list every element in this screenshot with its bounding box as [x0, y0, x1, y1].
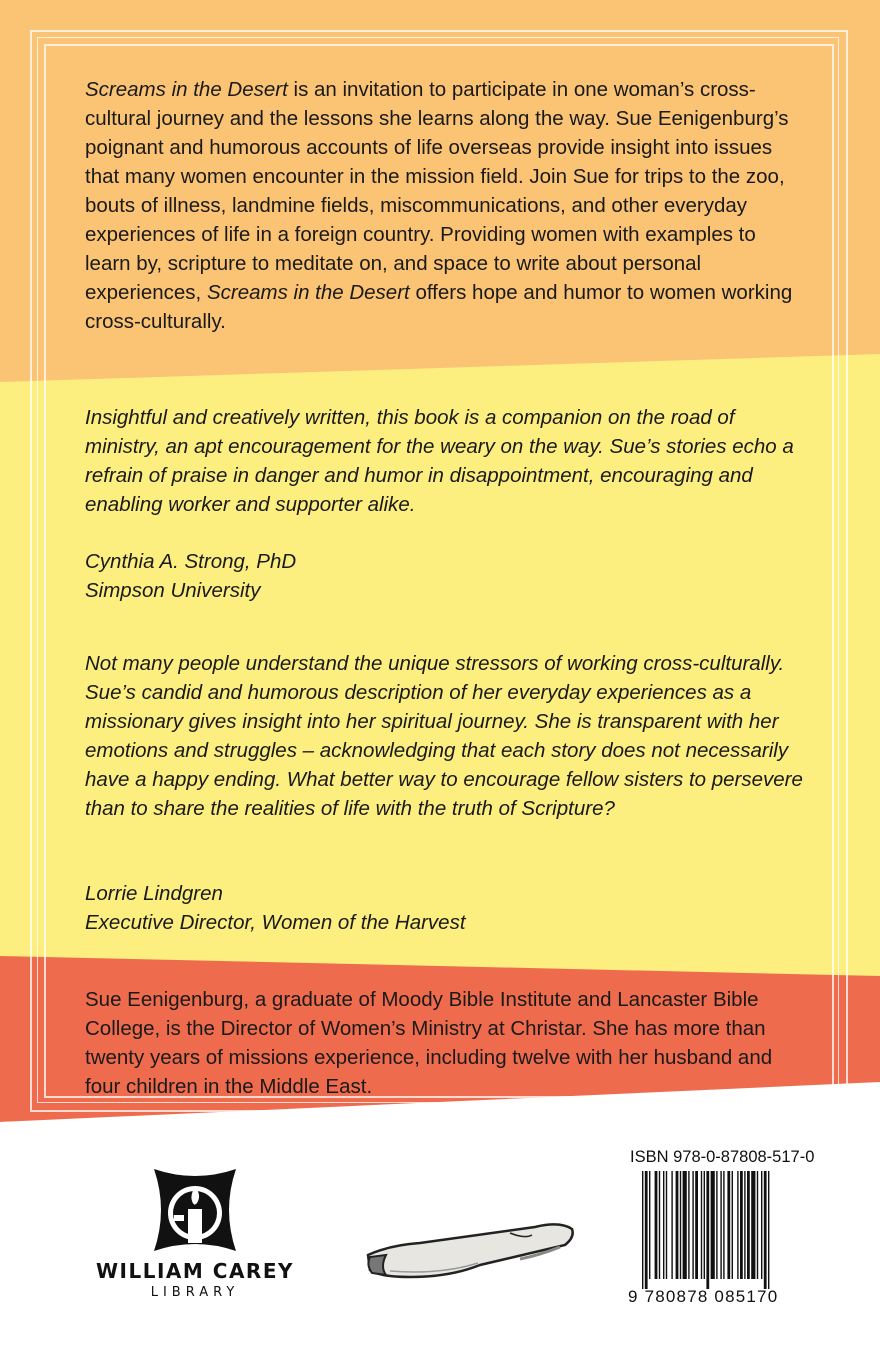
endorser-affiliation: Executive Director, Women of the Harvest — [85, 911, 466, 934]
barcode-bar — [645, 1171, 648, 1289]
barcode-bar — [701, 1171, 702, 1279]
barcode-bar — [768, 1171, 769, 1289]
barcode-bar — [695, 1171, 698, 1279]
isbn-label: ISBN 978-0-87808-517-0 — [630, 1148, 815, 1166]
barcode-bar — [723, 1171, 724, 1279]
author-bio-text: Sue Eenigenburg, a graduate of Moody Bible Institute and Lancaster Bible College, is the Director of Women’s Ministry at Christar. She has more than twenty years of missions experience, including twelve with her husband and four children in the Middle East. — [85, 988, 773, 1098]
publisher-subname: LIBRARY — [150, 1285, 240, 1300]
barcode-bar — [711, 1171, 715, 1279]
barcode-bar — [655, 1171, 658, 1279]
barcode-bar — [764, 1171, 767, 1289]
barcode-bar — [704, 1171, 705, 1279]
blurb-text-end: offers hope and humor to women working cross-culturally. — [85, 281, 793, 333]
sock-illustration-icon — [360, 1215, 580, 1285]
endorsement-quote — [85, 403, 805, 519]
barcode-bar — [720, 1171, 721, 1279]
endorser-name: Cynthia A. Strong, PhD — [85, 550, 297, 573]
barcode-bar — [744, 1171, 745, 1279]
barcode-bar — [740, 1171, 743, 1279]
barcode-bar — [692, 1171, 693, 1279]
blurb-text: is an invitation to participate in one woman’s cross-cultural journey and the lessons she learns along the way. Sue Eenigenburg’s poignant and humorous accounts of life overseas provide insight into issues that many women encounter in the mission field. Join Sue for trips to the zoo, bouts of illness, landmine fields, miscommunications, and other everyday experiences of life in a foreign country. Providing women with examples to learn by, scripture to meditate on, and space to write about personal experiences, — [85, 78, 789, 304]
barcode-digits: 9 780878 085170 — [628, 1287, 779, 1306]
barcode-bar — [757, 1171, 758, 1279]
endorsement-attribution — [85, 879, 805, 937]
barcode-bar — [727, 1171, 730, 1279]
barcode-bar — [683, 1171, 687, 1279]
barcode-bar — [706, 1171, 709, 1289]
barcode-bar — [676, 1171, 679, 1279]
barcode-bar — [671, 1171, 672, 1279]
author-bio — [85, 985, 805, 1101]
endorsement-quote — [85, 649, 805, 823]
endorsement-quote-text: Insightful and creatively written, this book is a companion on the road of ministry, an apt encouragement for the weary on the way. Sue’s stories echo a refrain of praise in danger and humor in disappointment, encouraging and enabling worker and supporter alike. — [85, 406, 794, 516]
book-title: Screams in the Desert — [85, 78, 288, 101]
barcode-bar — [680, 1171, 681, 1279]
barcode-bar — [747, 1171, 750, 1279]
barcode-bar — [751, 1171, 755, 1279]
barcode-bar — [761, 1171, 762, 1279]
barcode-bar — [663, 1171, 664, 1279]
publisher-name: WILLIAM CAREY — [96, 1259, 294, 1283]
barcode-bar — [666, 1171, 667, 1279]
barcode-bar — [716, 1171, 717, 1279]
candle-logo-icon — [150, 1165, 240, 1255]
endorser-name: Lorrie Lindgren — [85, 882, 223, 905]
barcode-block — [628, 1148, 828, 1307]
barcode-bar — [732, 1171, 733, 1279]
publisher-logo — [85, 1165, 305, 1305]
barcode-bar — [688, 1171, 689, 1279]
barcode-bar — [737, 1171, 738, 1279]
endorser-affiliation: Simpson University — [85, 579, 261, 602]
endorsement-attribution — [85, 547, 805, 605]
barcode-bar — [659, 1171, 660, 1279]
book-blurb — [85, 75, 805, 336]
endorsement-quote-text: Not many people understand the unique stressors of working cross-culturally. Sue’s candid and humorous description of her everyday experiences as a missionary gives insight into her spiritual journey. She is transparent with her emotions and struggles – acknowledging that each story does not necessarily have a happy ending. What better way to encourage fellow sisters to persevere than to share the realities of life with the truth of Scripture? — [85, 652, 803, 820]
barcode-bar — [649, 1171, 650, 1279]
book-title: Screams in the Desert — [206, 281, 410, 304]
barcode-icon — [628, 1171, 806, 1289]
barcode-bar — [642, 1171, 643, 1289]
